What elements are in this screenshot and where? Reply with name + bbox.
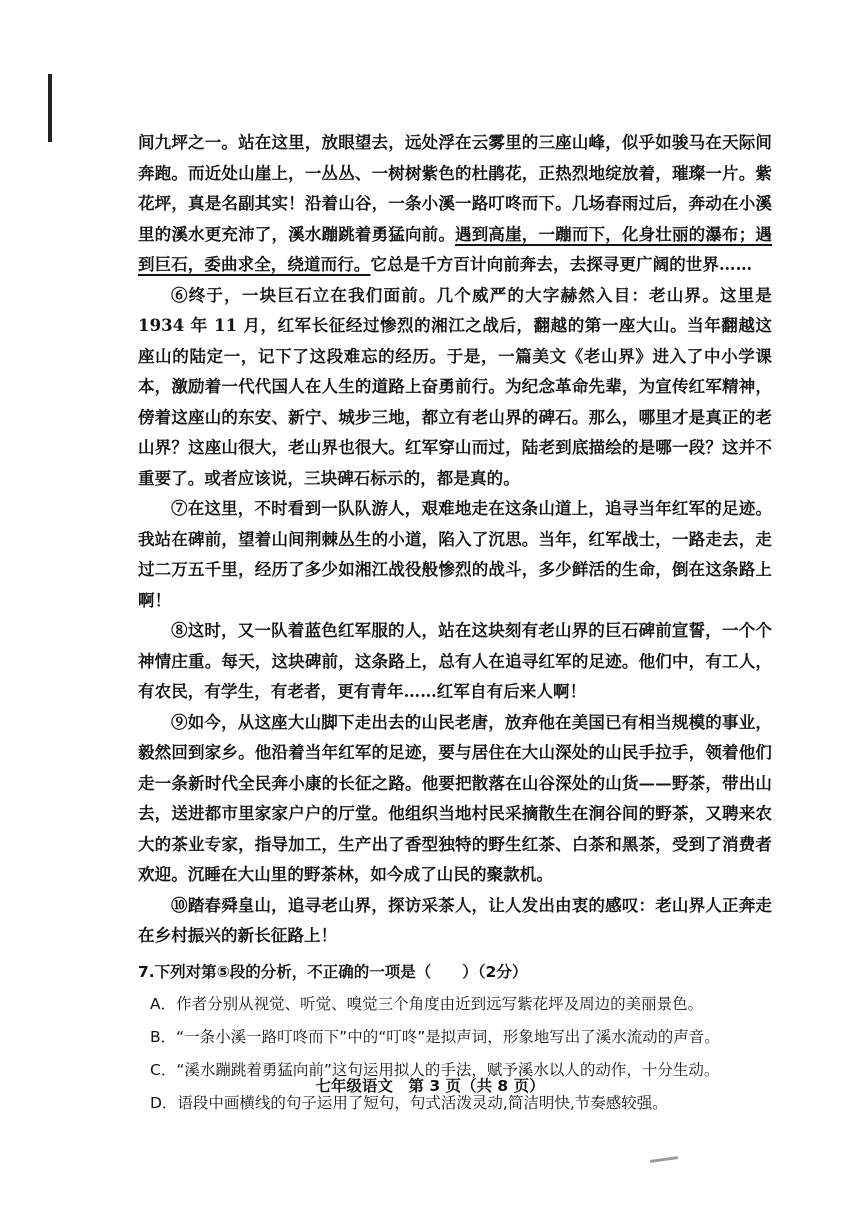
option-b: B．“一条小溪一路叮咚而下”中的“叮咚”是拟声词，形象地写出了溪水流动的声音。 [150,1027,720,1046]
exam-page [138,128,772,1120]
scan-smudge [650,1156,678,1163]
option-a: A．作者分别从视觉、听觉、嗅觉三个角度由近到远写紫花坪及周边的美丽景色。 [150,994,704,1013]
paragraph-7: ⑦在这里，不时看到一队队游人，艰难地走在这条山道上，追寻当年红军的足迹。我站在碑前，望着山间荆棘丛生的小道，陷入了沉思。当年，红军战士，一路走去，走过二万五千里，经历了多少如湘江战役般惨烈的战斗，多少鲜活的生命，倒在这条路上啊！ [138,499,772,610]
paragraph-8: ⑧这时，又一队着蓝色红军服的人，站在这块刻有老山界的巨石碑前宣誓，一个个神情庄重。每天，这块碑前，这条路上，总有人在追寻红军的足迹。他们中，有工人，有农民，有学生，有老者，更有青年……红军自有后来人啊！ [138,621,772,701]
underlined-sentence: 遇到高崖，一蹦而下，化身壮丽的瀑布；遇到巨石，委曲求全，绕道而行。 [138,224,772,274]
paragraph-5 [138,128,772,281]
option-d: D．语段中画横线的句子运用了短句，句式活泼灵动,简洁明快,节奏感较强。 [150,1093,668,1112]
paragraph-5-text: 间九坪之一。站在这里，放眼望去，远处浮在云雾里的三座山峰，似乎如骏马在天际间奔跑。而近处山崖上，一丛丛、一树树紫色的杜鹃花，正热烈地绽放着，璀璨一片。紫花坪，真是名副其实！沿着山谷，一条小溪一路叮咚而下。几场春雨过后，奔动在小溪里的溪水更充沛了，溪水蹦跳着勇猛向前。 [138,133,772,244]
paragraph-9: ⑨如今，从这座大山脚下走出去的山民老唐，放弃他在美国已有相当规模的事业，毅然回到家乡。他沿着当年红军的足迹，要与居住在大山深处的山民手拉手，领着他们走一条新时代全民奔小康的长征之路。他要把散落在山谷深处的山货——野茶，带出山去，送进都市里家家户户的厅堂。他组织当地村民采摘散生在涧谷间的野茶，又聘来农大的茶业专家，指导加工，生产出了香型独特的野生红茶、白茶和黑茶，受到了消费者欢迎。沉睡在大山里的野茶林，如今成了山民的聚款机。 [138,712,772,884]
paragraph-5-end: 它总是千方百计向前奔去，去探寻更广阔的世界…… [370,255,753,274]
option-c: C．“溪水蹦跳着勇猛向前”这句运用拟人的手法，赋予溪水以人的动作，十分生动。 [150,1060,720,1079]
page-footer: 七年级语文 第 3 页（共 8 页） [315,1077,545,1095]
scan-edge-mark [48,74,52,142]
paragraph-10: ⑩踏春舜皇山，追寻老山界，探访采茶人，让人发出由衷的感叹：老山界人正奔走在乡村振兴的新长征路上！ [138,895,772,945]
question-7-stem: 7.下列对第⑤段的分析，不正确的一项是（ ）（2分） [138,962,528,981]
paragraph-6: ⑥终于，一块巨石立在我们面前。几个威严的大字赫然入目：老山界。这里是 1934 年 11 月，红军长征经过惨烈的湘江之战后，翻越的第一座大山。当年翻越这座山的陆定一，记下了这段难忘的经历。于是，一篇美文《老山界》进入了中小学课本，激励着一代代国人在人生的道路上奋勇前行。为纪念革命先辈，为宣传红军精神，傍着这座山的东安、新宁、城步三地，都立有老山界的碑石。那么，哪里才是真正的老山界？这座山很大，老山界也很大。红军穿山而过，陆老到底描绘的是哪一段？这并不重要了。或者应该说，三块碑石标示的，都是真的。 [138,285,772,488]
